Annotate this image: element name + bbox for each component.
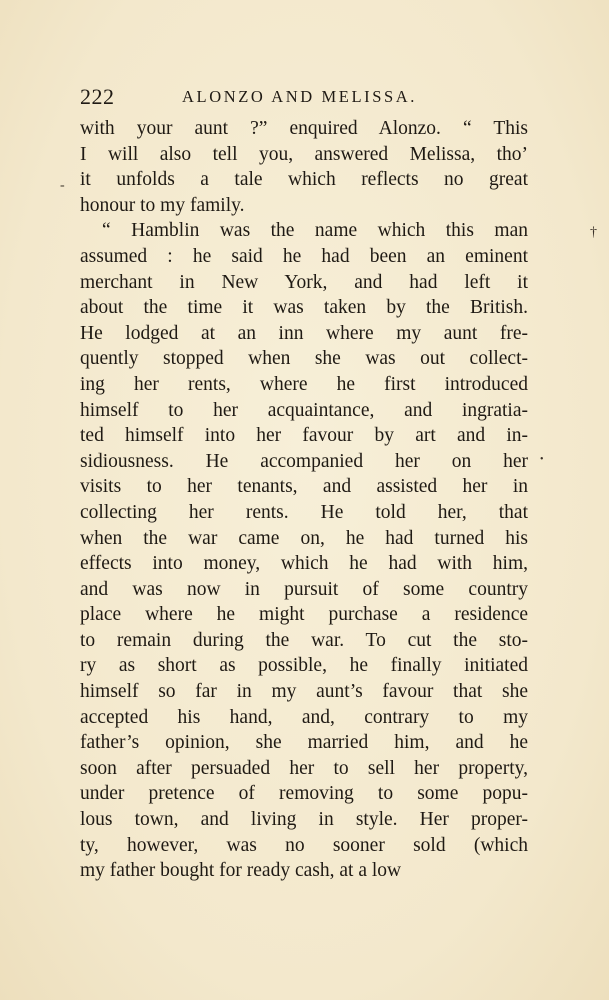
running-title: ALONZO AND MELISSA.	[182, 87, 418, 106]
text-line: ing her rents, where he first introduced	[80, 373, 528, 395]
text-line: quently stopped when she was out collect-	[80, 348, 528, 370]
text-line: my father bought for ready cash, at a low	[80, 860, 402, 882]
text-line: honour to my family.	[80, 194, 245, 216]
page-number: 222	[80, 84, 115, 109]
text-line: effects into money, which he had with him,	[80, 553, 528, 575]
text-line: himself so far in my aunt’s favour that she	[80, 681, 528, 703]
paragraph-1	[80, 116, 528, 218]
text-line: father’s opinion, she married him, and he	[80, 732, 528, 754]
text-line: about the time it was taken by the British.	[80, 297, 528, 319]
text-line: ted himself into her favour by art and in-	[80, 425, 528, 447]
body-text	[80, 116, 528, 884]
text-line: assumed : he said he had been an eminent	[80, 245, 528, 267]
text-line: accepted his hand, and, contrary to my	[80, 706, 528, 728]
paragraph-2	[80, 218, 528, 883]
text-line: to remain during the war. To cut the sto-	[80, 629, 528, 651]
text-line: himself to her acquaintance, and ingratia-	[80, 399, 528, 421]
margin-mark-left: -	[60, 178, 65, 193]
margin-mark-right-mid: •	[540, 454, 544, 465]
text-line: lous town, and living in style. Her proper-	[80, 809, 528, 831]
text-line: and was now in pursuit of some country	[80, 578, 528, 600]
text-line: it unfolds a tale which reflects no great	[80, 169, 528, 191]
text-line: under pretence of removing to some popu-	[80, 783, 528, 805]
text-line: I will also tell you, answered Melissa, tho’	[80, 143, 528, 165]
text-line: with your aunt ?” enquired Alonzo. “ This	[80, 118, 528, 139]
page-header	[80, 84, 530, 110]
text-line: collecting her rents. He told her, that	[80, 501, 528, 523]
text-line: when the war came on, he had turned his	[80, 527, 528, 549]
text-line: He lodged at an inn where my aunt fre-	[80, 322, 528, 344]
text-line: merchant in New York, and had left it	[80, 271, 528, 293]
text-line: sidiousness. He accompanied her on her	[80, 450, 528, 472]
text-line: soon after persuaded her to sell her property,	[80, 757, 528, 779]
text-line: “ Hamblin was the name which this man	[102, 220, 528, 242]
text-line: ty, however, was no sooner sold (which	[80, 834, 528, 856]
text-line: ry as short as possible, he finally initiated	[80, 655, 528, 677]
text-line: visits to her tenants, and assisted her in	[80, 476, 528, 498]
margin-mark-right-top: †	[590, 225, 597, 240]
text-line: place where he might purchase a residence	[80, 604, 528, 626]
